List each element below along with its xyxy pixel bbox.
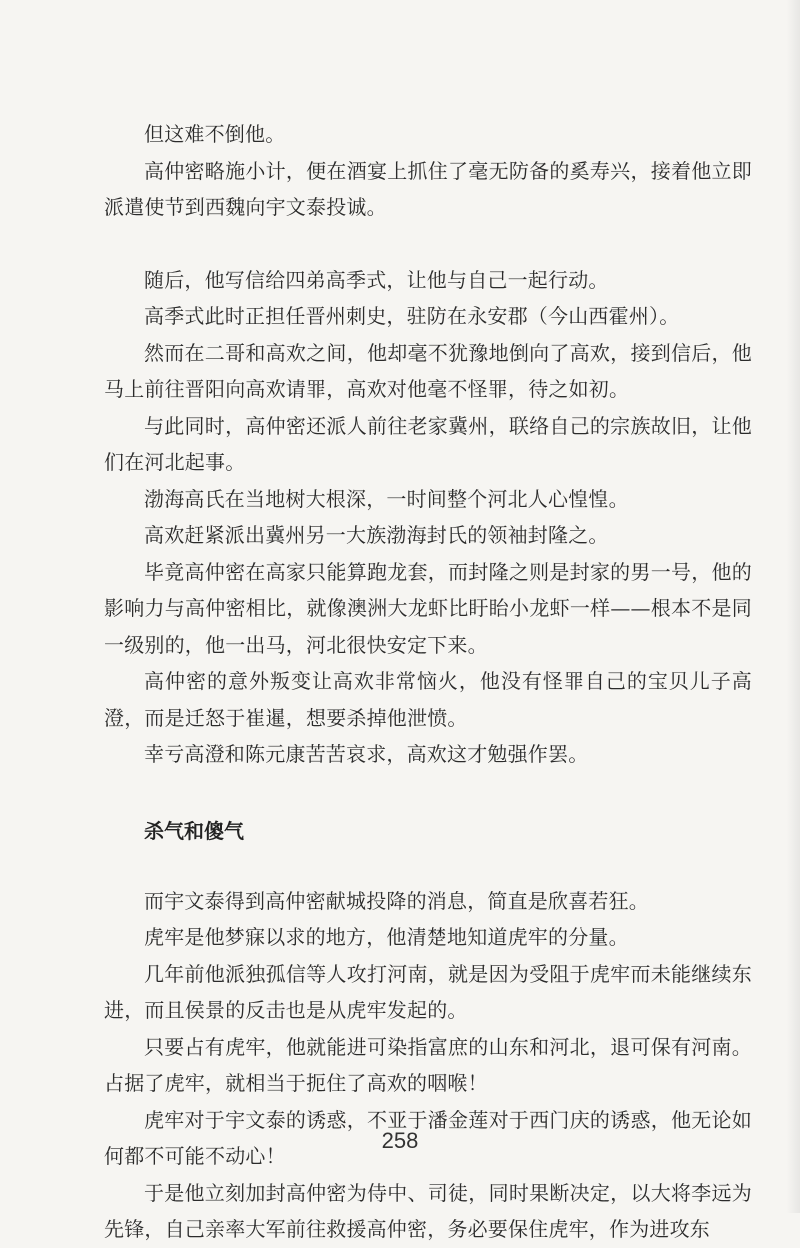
paragraph: 虎牢是他梦寐以求的地方，他清楚地知道虎牢的分量。	[144, 925, 629, 949]
page-number: 258	[381, 1128, 419, 1153]
paragraph: 高仲密的意外叛变让高欢非常恼火，他没有怪罪自己的宝贝儿子高澄，而是迁怒于崔暹，想要杀掉他泄愤。	[104, 669, 752, 730]
body-text	[104, 116, 752, 1248]
paragraph: 幸亏高澄和陈元康苦苦哀求，高欢这才勉强作罢。	[144, 742, 589, 766]
paragraph: 然而在二哥和高欢之间，他却毫不犹豫地倒向了高欢，接到信后，他马上前往晋阳向高欢请罪，高欢对他毫不怪罪，待之如初。	[104, 340, 752, 401]
paragraph: 而宇文泰得到高仲密献城投降的消息，简直是欣喜若狂。	[144, 888, 649, 913]
paragraph: 渤海高氏在当地树大根深，一时间整个河北人心惶惶。	[144, 486, 629, 511]
paragraph: 虎牢对于宇文泰的诱惑，不亚于潘金莲对于西门庆的诱惑，他无论如何都不可能不动心！	[104, 1107, 752, 1168]
paragraph: 随后，他写信给四弟高季式，让他与自己一起行动。	[144, 267, 609, 292]
paragraph: 于是他立刻加封高仲密为侍中、司徒，同时果断决定，以大将李远为先锋，自己亲率大军前往救援高仲密，务必要保住虎牢，作为进攻东	[104, 1180, 752, 1241]
section-gap	[104, 849, 752, 883]
paragraph: 只要占有虎牢，他就能进可染指富庶的山东和河北，退可保有河南。占据了虎牢，就相当于扼住了高欢的咽喉！	[104, 1034, 752, 1095]
paragraph: 高仲密略施小计，便在酒宴上抓住了毫无防备的奚寿兴，接着他立即派遣使节到西魏向宇文泰投诚。	[104, 158, 752, 219]
paragraph: 但这难不倒他。	[144, 122, 286, 146]
paragraph: 与此同时，高仲密还派人前往老家冀州，联络自己的宗族故旧，让他们在河北起事。	[104, 413, 752, 474]
paragraph: 高欢赶紧派出冀州另一大族渤海封氏的领袖封隆之。	[144, 523, 609, 547]
paragraph: 高季式此时正担任晋州刺史，驻防在永安郡（今山西霍州）。	[144, 304, 680, 328]
paragraph: 毕竟高仲密在高家只能算跑龙套，而封隆之则是封家的男一号，他的影响力与高仲密相比，就像澳洲大龙虾比盱眙小龙虾一样——根本不是同一级别的，他一出马，河北很快安定下来。	[104, 559, 752, 657]
paragraph-gap	[104, 226, 752, 262]
section-gap	[104, 773, 752, 813]
paragraph: 几年前他派独孤信等人攻打河南，就是因为受阻于虎牢而未能继续东进，而且侯景的反击也是从虎牢发起的。	[104, 961, 752, 1022]
section-heading: 杀气和傻气	[144, 818, 244, 843]
page-edge-shadow	[786, 0, 800, 1213]
